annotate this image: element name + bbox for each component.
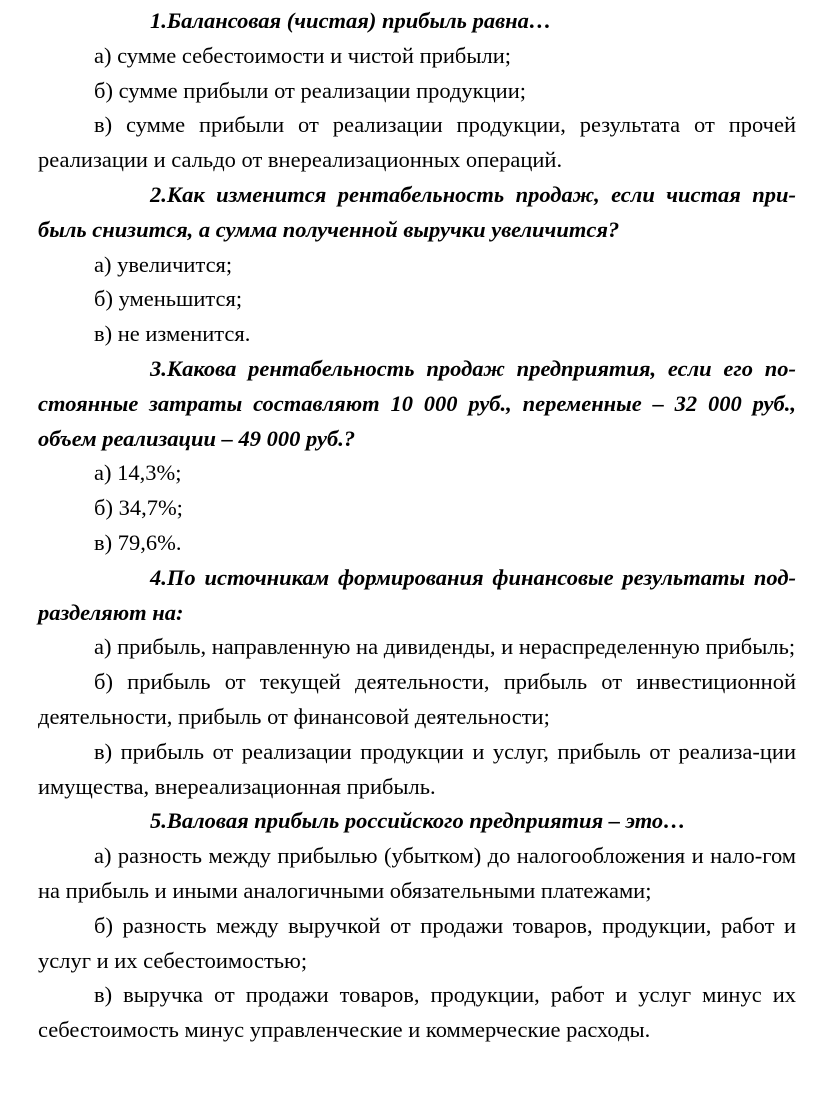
question-text: Какова рентабельность продаж предприятия, если его по-стоянные затраты составляют 10 000 руб., переменные – 32 000 руб., объем реализации – 49 000 руб.? (38, 355, 796, 451)
answer-option: в) сумме прибыли от реализации продукции, результата от прочей реализации и сальдо от внереализационных операций. (38, 112, 796, 173)
answer-option: а) сумме себестоимости и чистой прибыли; (94, 42, 512, 68)
question-text: Балансовая (чистая) прибыль равна… (166, 8, 552, 33)
question-number: 1. (150, 8, 167, 33)
question-number: 3. (150, 355, 167, 381)
answer-option: в) 79,6%. (94, 529, 182, 555)
answer-option: а) 14,3%; (94, 460, 182, 486)
answer-option: б) уменьшится; (94, 286, 243, 312)
answer-option: а) увеличится; (94, 251, 233, 277)
question-number: 4. (150, 564, 167, 590)
question-2 (38, 178, 796, 248)
question-1 (38, 0, 796, 39)
answer-option: а) разность между прибылью (убытком) до налогообложения и нало-гом на прибыль и иными аналогичными обязательными платежами; (38, 843, 796, 903)
answer-option: а) прибыль, направленную на дивиденды, и нераспределенную прибыль; (94, 634, 796, 660)
question-number: 5. (150, 808, 167, 834)
question-5 (38, 804, 796, 839)
answer-option: б) разность между выручкой от продажи товаров, продукции, работ и услуг и их себестоимостью; (38, 912, 796, 973)
question-3 (38, 352, 796, 456)
question-4 (38, 561, 796, 631)
answer-option: б) сумме прибыли от реализации продукции; (94, 77, 526, 103)
answer-option: б) прибыль от текущей деятельности, прибыль от инвестиционной деятельности, прибыль от финансовой деятельности; (38, 669, 796, 729)
answer-option: в) выручка от продажи товаров, продукции, работ и услуг минус их себестоимость минус управленческие и коммерческие расходы. (38, 982, 796, 1043)
question-text: Как изменится рентабельность продаж, если чистая при-быль снизится, а сумма полученной выручки увеличится? (38, 181, 796, 242)
answer-option: б) 34,7%; (94, 495, 183, 521)
question-number: 2. (150, 181, 167, 207)
document-page (38, 0, 796, 1048)
question-text: Валовая прибыль российского предприятия – это… (166, 808, 686, 834)
answer-option: в) не изменится. (94, 321, 251, 347)
question-text: По источникам формирования финансовые результаты под-разделяют на: (38, 564, 796, 625)
answer-option: в) прибыль от реализации продукции и услуг, прибыль от реализа-ции имущества, внереализационная прибыль. (38, 738, 796, 799)
